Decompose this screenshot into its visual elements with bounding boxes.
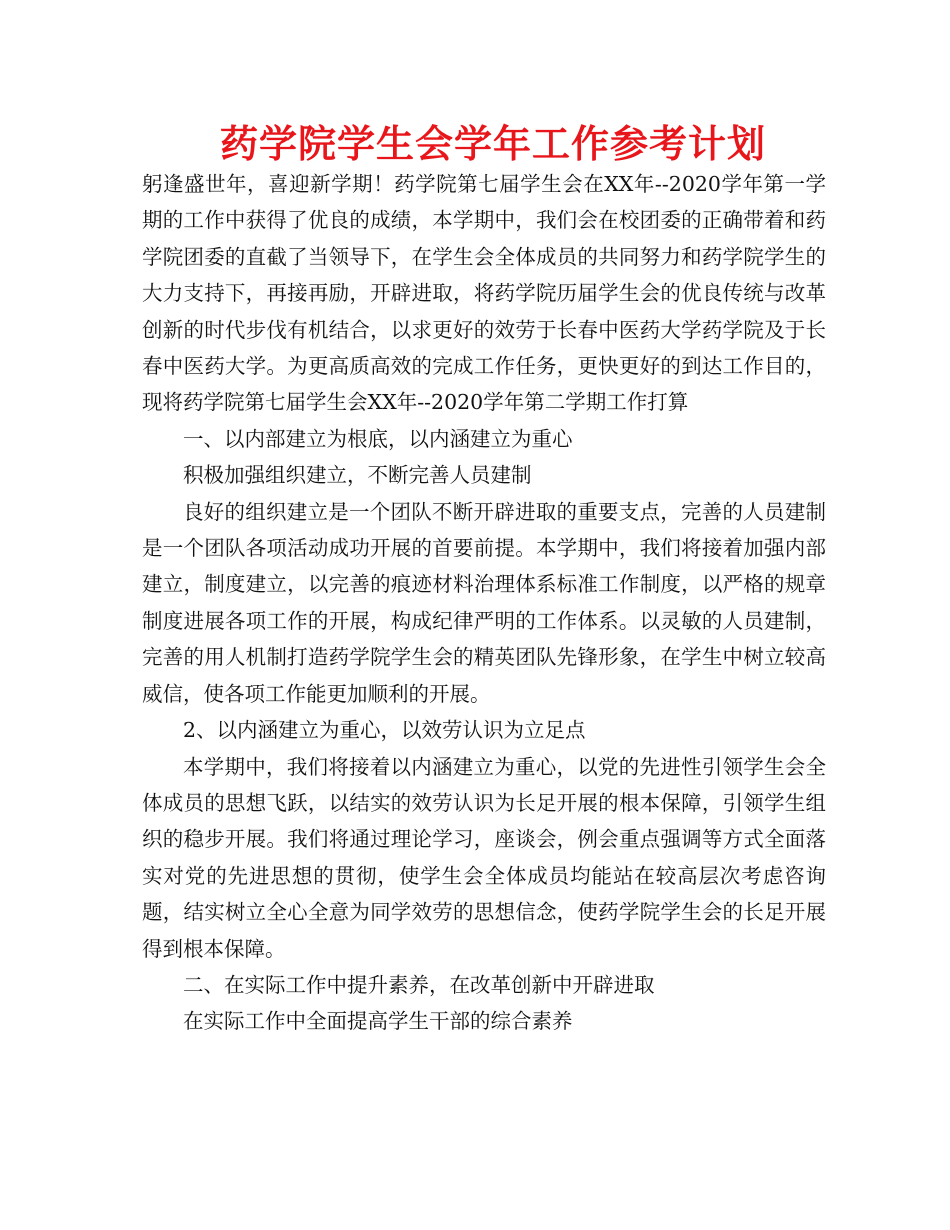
body-paragraph: 在实际工作中全面提高学生干部的综合素养 [183,1009,573,1034]
body-paragraph: 一、以内部建立为根底，以内涵建立为重心 [183,426,573,451]
body-paragraph: 本学期中，我们将接着以内涵建立为重心，以党的先进性引领学生会全体成员的思想飞跃，以结实的效劳认识为长足开展的根本保障，引领学生组织的稳步开展。我们将通过理论学习，座谈会，例会重点强调等方式全面落实对党的先进思想的贯彻，使学生会全体成员均能站在较高层次考虑咨询题，结实树立全心全意为同学效劳的思想信念，使药学院学生会的长足开展得到根本保障。 [142,754,826,961]
document-body [142,166,826,1040]
body-paragraph: 2、以内涵建立为重心，以效劳认识为立足点 [183,718,586,743]
body-paragraph: 积极加强组织建立，不断完善人员建制 [183,463,532,488]
document-title: 药学院学生会学年工作参考计划 [219,122,766,166]
intro-paragraph: 躬逢盛世年，喜迎新学期！药学院第七届学生会在XX年--2020学年第一学期的工作中获得了优良的成绩，本学期中，我们会在校团委的正确带着和药学院团委的直截了当领导下，在学生会全体成员的共同努力和药学院学生的大力支持下，再接再励，开辟进取，将药学院历届学生会的优良传统与改革创新的时代步伐有机结合，以求更好的效劳于长春中医药大学药学院及于长春中医药大学。为更高质高效的完成工作任务，更快更好的到达工作目的，现将药学院第七届学生会XX年--2020学年第二学期工作打算 [142,172,826,415]
body-paragraph: 二、在实际工作中提升素养，在改革创新中开辟进取 [183,972,655,997]
body-paragraph: 良好的组织建立是一个团队不断开辟进取的重要支点，完善的人员建制是一个团队各项活动成功开展的首要前提。本学期中，我们将接着加强内部建立，制度建立，以完善的痕迹材料治理体系标准工作制度，以严格的规章制度进展各项工作的开展，构成纪律严明的工作体系。以灵敏的人员建制，完善的用人机制打造药学院学生会的精英团队先锋形象，在学生中树立较高威信，使各项工作能更加顺利的开展。 [142,499,826,706]
